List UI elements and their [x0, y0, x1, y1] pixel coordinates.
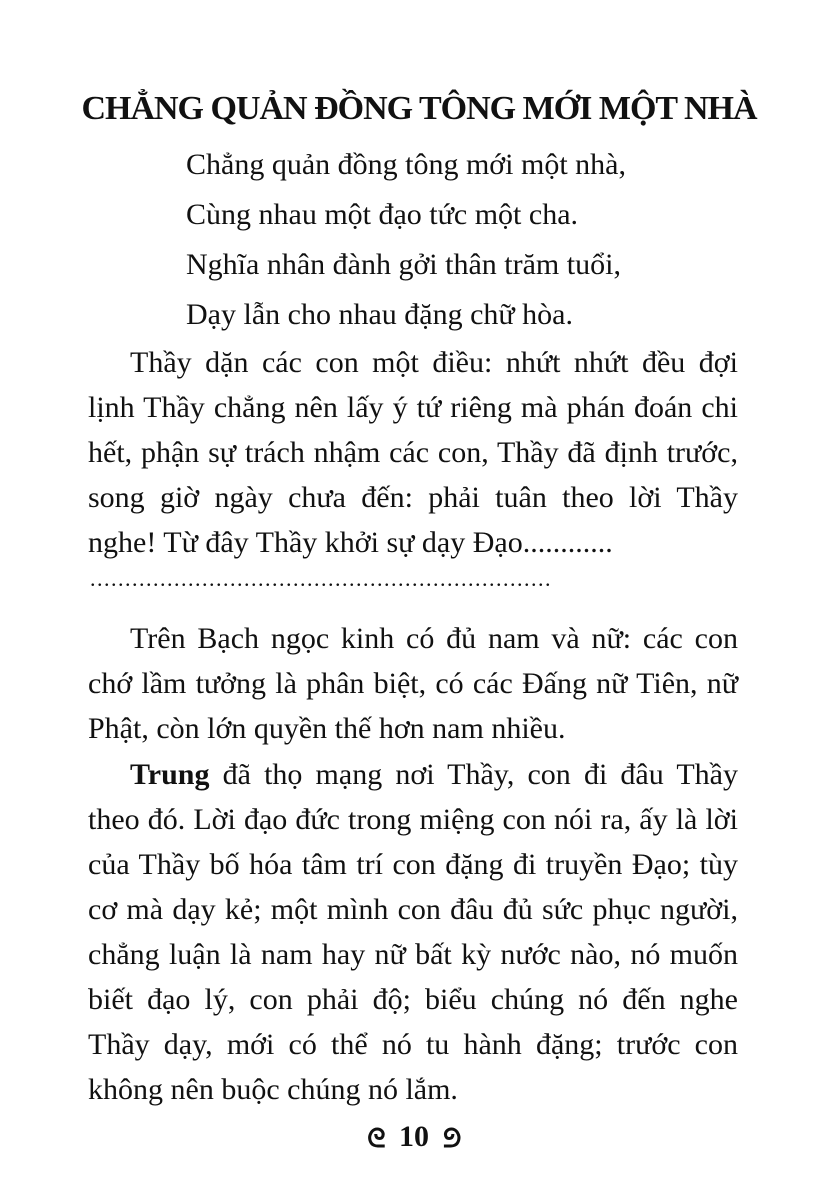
poem-line: Chẳng quản đồng tông mới một nhà, [186, 148, 626, 181]
paragraph-3 [88, 752, 738, 1112]
poem-line: Dạy lẫn cho nhau đặng chữ hòa. [186, 298, 573, 331]
poem-block [186, 140, 626, 340]
paragraph-3-lead: Trung [130, 758, 210, 791]
paragraph-3-text: đã thọ mạng nơi Thầy, con đi đâu Thầy theo đó. Lời đạo đức trong miệng con nói ra, ấy là lời của Thầy bố hóa tâm trí con đặng đi truyền Đạo; tùy cơ mà dạy kẻ; một mình con đâu đủ sức phục người, chẳng luận là nam hay nữ bất kỳ nước nào, nó muốn biết đạo lý, con phải độ; biểu chúng nó đến nghe Thầy dạy, mới có thể nó tu hành đặng; trước con không nên buộc chúng nó lắm. [88, 758, 738, 1106]
poem-line: Nghĩa nhân đành gởi thân trăm tuổi, [186, 248, 621, 281]
paragraph-2 [88, 616, 738, 751]
page-number: 10 [399, 1120, 429, 1153]
paragraph-1-text: Thầy dặn các con một điều: nhứt nhứt đều đợi lịnh Thầy chẳng nên lấy ý tứ riêng mà phán đoán chi hết, phận sự trách nhậm các con, Thầy đã định trước, song giờ ngày chưa đến: phải tuân theo lời Thầy nghe! Từ đây Thầy khởi sự dạy Đạo............ [88, 346, 738, 559]
page-title: CHẲNG QUẢN ĐỒNG TÔNG MỚI MỘT NHÀ [81, 90, 757, 127]
dotted-separator: .................................................................. [90, 566, 552, 591]
paragraph-2-text: Trên Bạch ngọc kinh có đủ nam và nữ: các con chớ lầm tưởng là phân biệt, có các Đấng nữ Tiên, nữ Phật, còn lớn quyền thế hơn nam nhiều. [88, 622, 738, 745]
poem-line: Cùng nhau một đạo tức một cha. [186, 198, 579, 231]
paragraph-1 [88, 340, 738, 565]
page-footer [0, 1120, 828, 1155]
ornament-right-icon: ᘓ [442, 1123, 461, 1153]
ornament-left-icon: ᘓ [367, 1123, 386, 1153]
